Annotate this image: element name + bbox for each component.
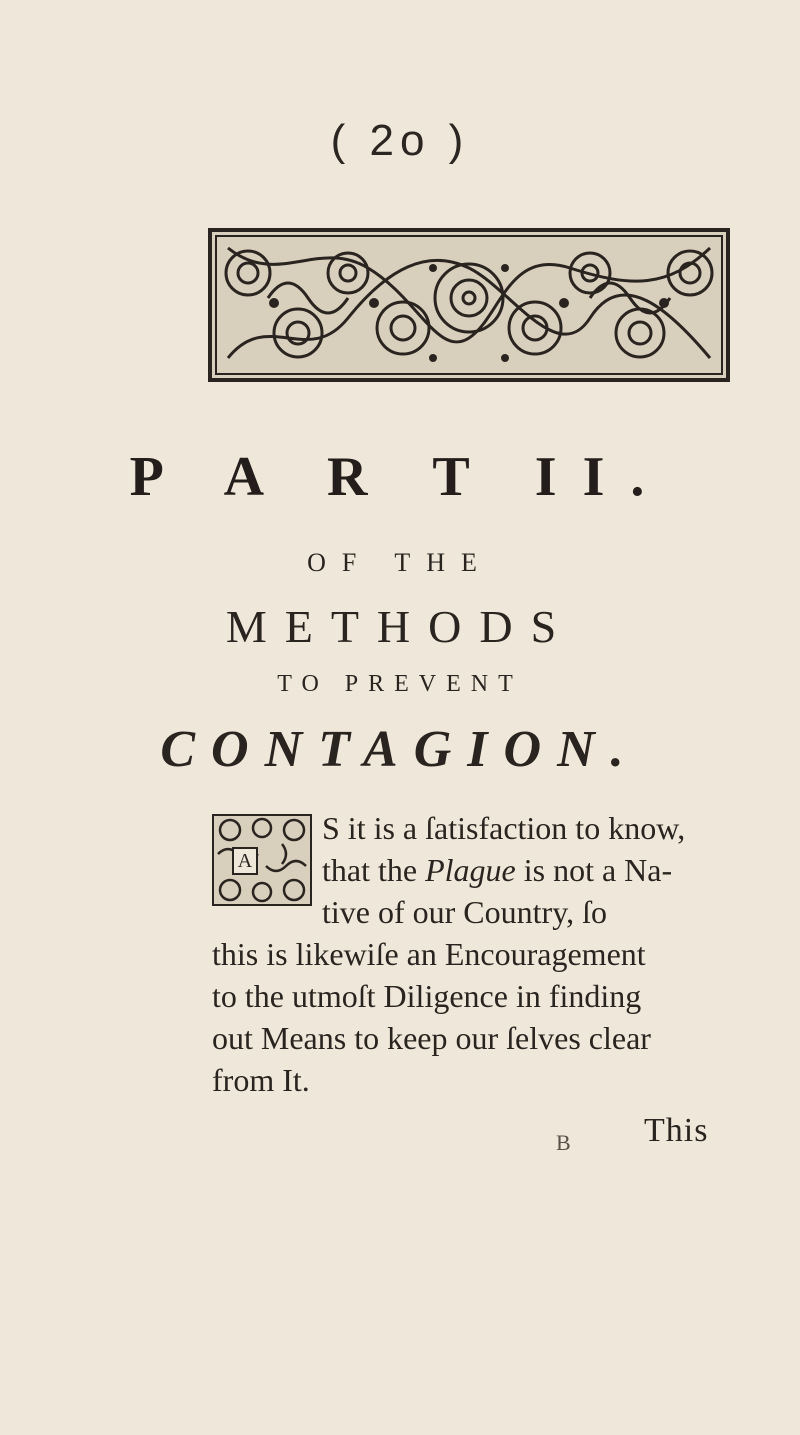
italic-term: Plague [425, 852, 516, 888]
page-number: ( 2o ) [330, 116, 470, 165]
body-text: is not a Na- [515, 852, 673, 888]
signature-mark: B [556, 1130, 571, 1155]
part-heading: P A R T II. [129, 446, 671, 508]
of-the-heading: OF THE [307, 548, 493, 577]
body-line: from It. [212, 1062, 310, 1098]
body-text: that the [322, 852, 426, 888]
contagion-heading: CONTAGION. [160, 721, 640, 778]
drop-cap-letter: A [232, 847, 258, 875]
body-line: this is likewiſe an Encouragement [212, 936, 646, 972]
body-line: S it is a ſatisfaction to know, [322, 810, 686, 846]
catchword: This [644, 1112, 709, 1149]
ornamental-headpiece-icon [208, 228, 730, 382]
body-line: to the utmoſt Diligence in finding [212, 978, 642, 1014]
body-line: tive of our Country, ſo [322, 894, 607, 930]
to-prevent-heading: TO PREVENT [277, 671, 523, 697]
methods-heading: METHODS [225, 601, 575, 652]
decorated-initial-icon [212, 814, 312, 906]
body-line [322, 852, 672, 889]
body-line: out Means to keep our ſelves clear [212, 1020, 651, 1056]
